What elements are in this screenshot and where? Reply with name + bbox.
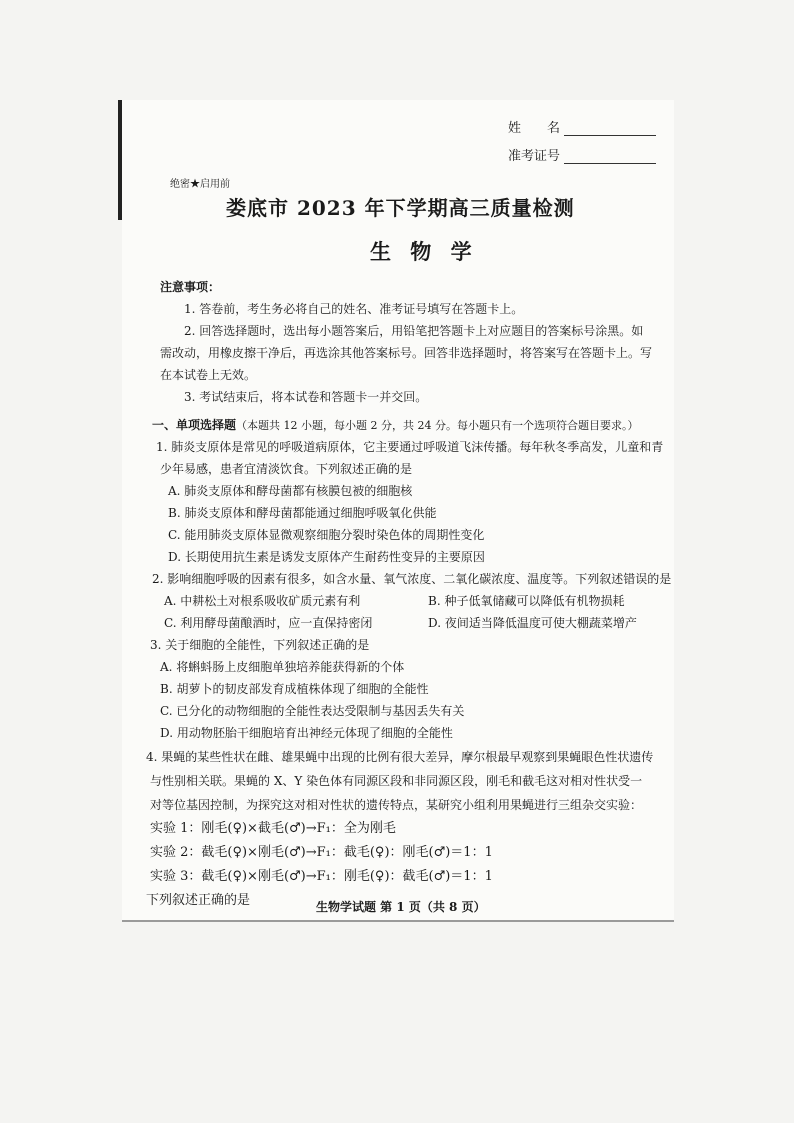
exam-id-field[interactable] (508, 146, 656, 168)
q4-stem-line-2: 与性别相关联。果蝇的 X、Y 染色体有同源区段和非同源区段，刚毛和截毛这对相对性状受一 (150, 774, 643, 788)
secret-mark: 绝密★启用前 (170, 179, 230, 190)
q1-stem-line-2: 少年易感，患者宜清淡饮食。下列叙述正确的是 (160, 462, 413, 476)
q1-option-b[interactable]: B. 肺炎支原体和酵母菌都能通过细胞呼吸氧化供能 (168, 506, 437, 520)
name-blank[interactable] (564, 121, 656, 136)
q2-option-c[interactable]: C. 利用酵母菌酿酒时，应一直保持密闭 (164, 616, 373, 630)
q4-stem-line-3: 对等位基因控制，为探究这对相对性状的遗传特点，某研究小组利用果蝇进行三组杂交实验： (150, 798, 643, 812)
exam-id-label: 准考证号 (508, 149, 561, 164)
q3-option-a[interactable]: A. 将蝌蚪肠上皮细胞单独培养能获得新的个体 (160, 660, 405, 674)
q2-stem: 2. 影响细胞呼吸的因素有很多，如含水量、氧气浓度、二氧化碳浓度、温度等。下列叙述错误的是 (152, 572, 672, 586)
section-description: （本题共 12 小题，每小题 2 分，共 24 分。每小题只有一个选项符合题目要求。） (236, 419, 639, 432)
q2-option-a[interactable]: A. 中耕松土对根系吸收矿质元素有利 (164, 594, 361, 608)
q1-option-d[interactable]: D. 长期使用抗生素是诱发支原体产生耐药性变异的主要原因 (168, 550, 485, 564)
q1-option-c[interactable]: C. 能用肺炎支原体显微观察细胞分裂时染色体的周期性变化 (168, 528, 485, 542)
section-heading (152, 414, 639, 437)
q1-stem-line-1: 1. 肺炎支原体是常见的呼吸道病原体，它主要通过呼吸道飞沫传播。每年秋冬季高发，儿童和青 (156, 440, 664, 454)
name-label: 姓 名 (508, 121, 561, 136)
note-2-line-2: 需改动，用橡皮擦干净后，再选涂其他答案标号。回答非选择题时，将答案写在答题卡上。写 (160, 346, 653, 360)
subject-title: 生 物 学 (370, 239, 478, 264)
note-1: 1. 答卷前，考生务必将自己的姓名、准考证号填写在答题卡上。 (184, 302, 524, 316)
q2-option-b[interactable]: B. 种子低氧储藏可以降低有机物损耗 (428, 594, 625, 608)
q4-experiment-2: 实验 2：截毛(♀)×刚毛(♂)→F₁：截毛(♀)：刚毛(♂)＝1：1 (150, 845, 493, 860)
q4-experiment-3: 实验 3：截毛(♀)×刚毛(♂)→F₁：刚毛(♀)：截毛(♂)＝1：1 (150, 869, 493, 884)
name-field[interactable] (508, 118, 656, 140)
q4-stem-line-1: 4. 果蝇的某些性状在雌、雄果蝇中出现的比例有很大差异，摩尔根最早观察到果蝇眼色性状遗传 (146, 750, 654, 764)
q3-option-b[interactable]: B. 胡萝卜的韧皮部发育成植株体现了细胞的全能性 (160, 682, 429, 696)
exam-title: 娄底市 2023 年下学期高三质量检测 (226, 196, 575, 220)
q4-tail: 下列叙述正确的是 (146, 893, 251, 908)
note-3: 3. 考试结束后，将本试卷和答题卡一并交回。 (184, 390, 428, 404)
q2-option-d[interactable]: D. 夜间适当降低温度可使大棚蔬菜增产 (428, 616, 637, 630)
note-2-line-3: 在本试卷上无效。 (160, 368, 257, 382)
note-2-line-1: 2. 回答选择题时，选出每小题答案后，用铅笔把答题卡上对应题目的答案标号涂黑。如 (184, 324, 644, 338)
page-footer: 生物学试题 第 1 页（共 8 页） (316, 900, 486, 914)
q1-option-a[interactable]: A. 肺炎支原体和酵母菌都有核膜包被的细胞核 (168, 484, 413, 498)
exam-id-blank[interactable] (564, 149, 656, 164)
q3-option-c[interactable]: C. 已分化的动物细胞的全能性表达受限制与基因丢失有关 (160, 704, 465, 718)
q3-option-d[interactable]: D. 用动物胚胎干细胞培育出神经元体现了细胞的全能性 (160, 726, 453, 740)
q3-stem: 3. 关于细胞的全能性，下列叙述正确的是 (150, 638, 370, 652)
q4-experiment-1: 实验 1：刚毛(♀)×截毛(♂)→F₁：全为刚毛 (150, 821, 396, 836)
section-title: 一、单项选择题 (152, 418, 237, 432)
page-bottom-edge (122, 920, 674, 922)
notes-heading: 注意事项： (160, 280, 221, 294)
page-binding-edge (118, 100, 122, 220)
